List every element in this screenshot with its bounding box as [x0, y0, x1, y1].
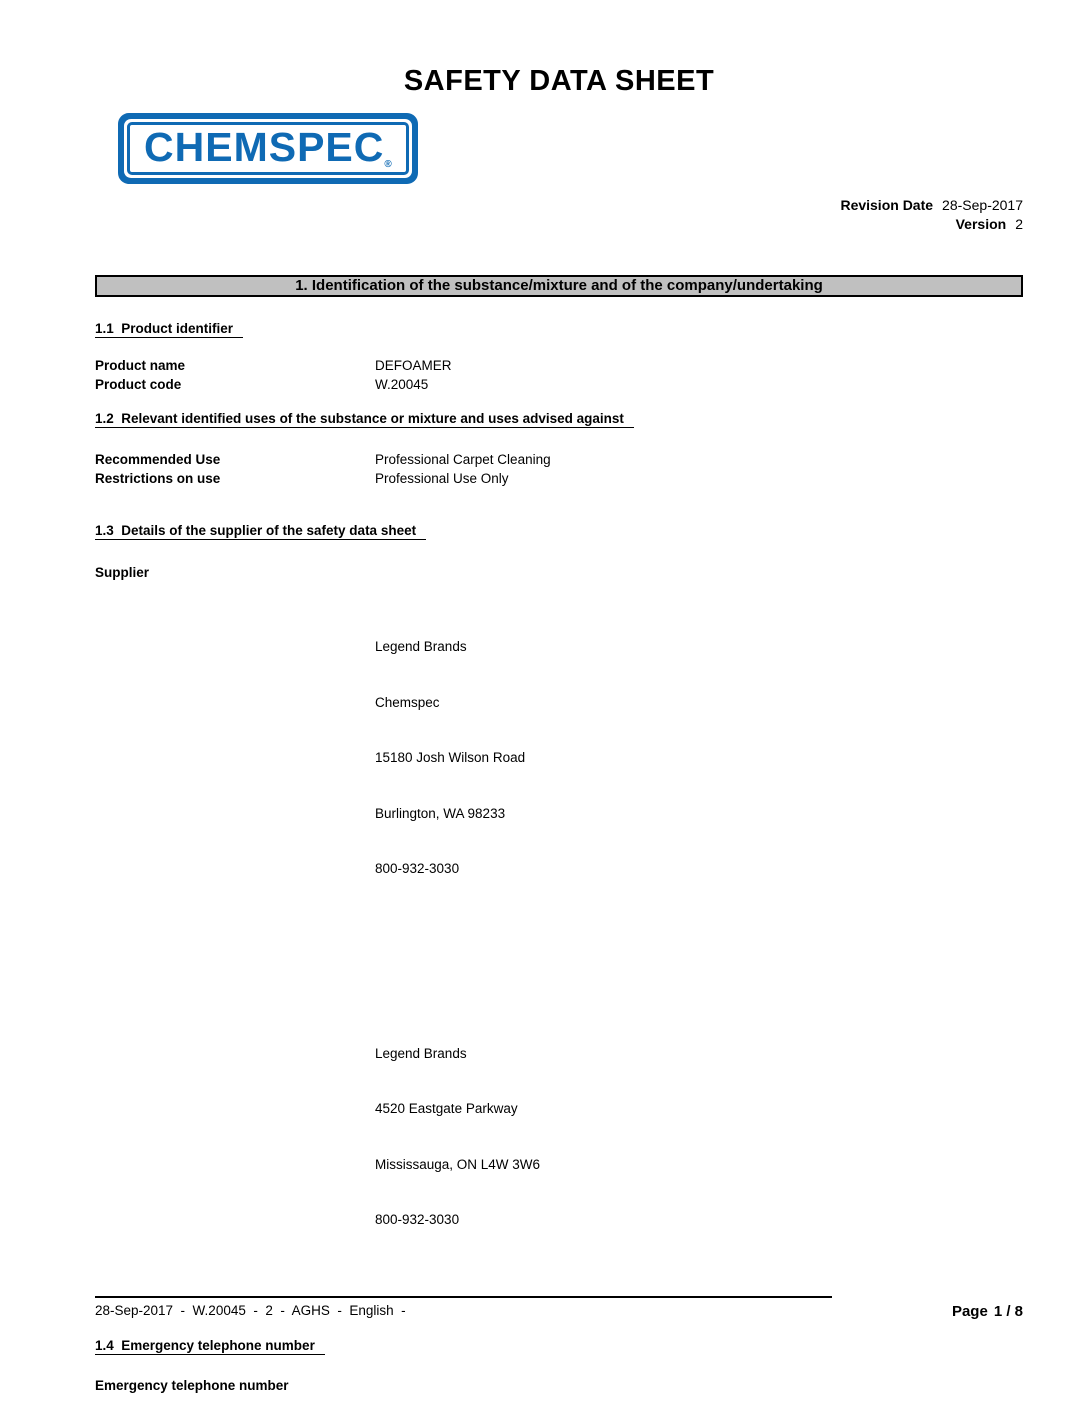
product-name-row [95, 357, 1023, 376]
supplier-label: Supplier [95, 565, 150, 580]
emergency-telephone-label: Emergency telephone number [95, 1377, 289, 1393]
address-line: Mississauga, ON L4W 3W6 [375, 1156, 541, 1172]
supplier-address-us [375, 601, 540, 916]
version-row [95, 215, 1023, 234]
supplier-addresses [375, 564, 540, 1304]
address-line: Legend Brands [375, 639, 467, 654]
emergency-telephone-block [95, 1377, 1023, 1408]
identified-uses-block [95, 451, 1023, 488]
revision-date-row [95, 196, 1023, 215]
address-line: 15180 Josh Wilson Road [375, 750, 526, 765]
page-footer [95, 1296, 1023, 1320]
footer-revision-info: 28-Sep-2017 - W.20045 - 2 - AGHS - English - [95, 1296, 832, 1318]
registered-mark-icon: ® [384, 159, 392, 170]
supplier-block [95, 564, 1023, 1304]
restrictions-row [95, 470, 1023, 489]
recommended-use-row [95, 451, 1023, 470]
address-line: 800-932-3030 [375, 861, 460, 876]
recommended-use-label: Recommended Use [95, 452, 221, 467]
revision-date-value: 28-Sep-2017 [942, 197, 1023, 213]
version-label: Version [955, 216, 1007, 232]
product-code-row [95, 376, 1023, 395]
chemspec-logo [118, 113, 418, 184]
product-name-value: DEFOAMER [375, 358, 452, 373]
subsection-1-1-heading: 1.1 Product identifier [95, 321, 1023, 338]
page-value: 1 / 8 [993, 1303, 1023, 1320]
address-line: Burlington, WA 98233 [375, 805, 506, 821]
page-title: SAFETY DATA SHEET [403, 65, 715, 97]
chemspec-logo-ring [124, 119, 412, 178]
address-line: Legend Brands [375, 1045, 467, 1061]
page-label: Page [951, 1303, 988, 1320]
product-code-value: W.20045 [375, 376, 429, 392]
address-line: Chemspec [375, 694, 440, 710]
chemspec-logo-inner [127, 122, 409, 175]
section1-header-bar: 1. Identification of the substance/mixture and of the company/undertaking [95, 275, 1023, 297]
supplier-address-ca [375, 1008, 540, 1267]
page-number [952, 1303, 1023, 1320]
address-line: 4520 Eastgate Parkway [375, 1101, 518, 1116]
address-spacer [375, 953, 540, 971]
product-code-label: Product code [95, 376, 182, 392]
restrictions-label: Restrictions on use [95, 470, 221, 486]
restrictions-value: Professional Use Only [375, 470, 509, 486]
address-line: 800-932-3030 [375, 1212, 460, 1227]
subsection-1-3-heading: 1.3 Details of the supplier of the safety data sheet [95, 523, 1023, 540]
product-identifier-block [95, 357, 1023, 394]
revision-date-label: Revision Date [840, 197, 934, 213]
revision-meta [95, 196, 1023, 234]
subsection-1-2-heading: 1.2 Relevant identified uses of the substance or mixture and uses advised against [95, 411, 1023, 428]
product-name-label: Product name [95, 358, 186, 373]
recommended-use-value: Professional Carpet Cleaning [375, 452, 551, 467]
subsection-1-4-heading: 1.4 Emergency telephone number [95, 1338, 1023, 1355]
emergency-telephone-values [375, 1377, 642, 1408]
version-value: 2 [1015, 216, 1023, 232]
chemspec-logo-text: CHEMSPEC [144, 124, 385, 170]
logo-row [118, 113, 1023, 184]
